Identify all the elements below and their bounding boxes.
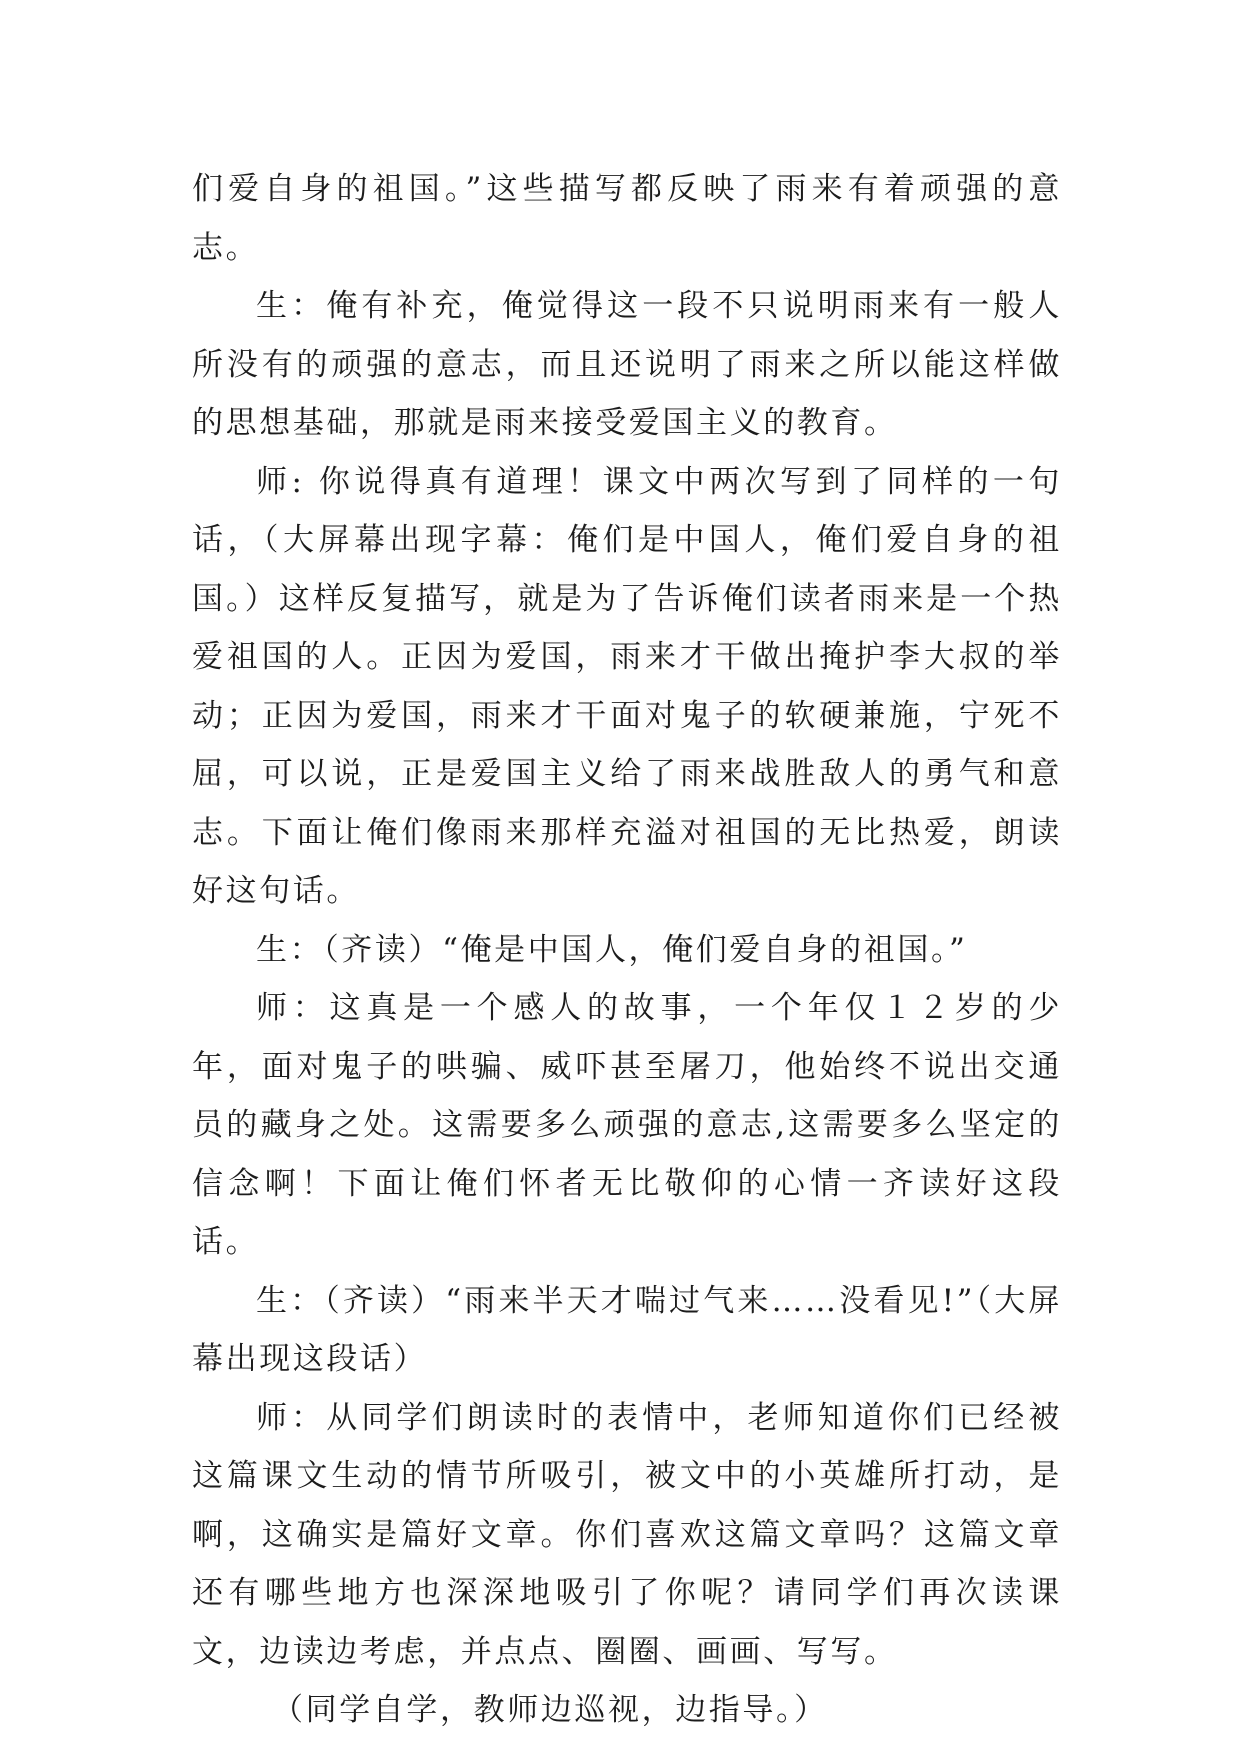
paragraph-student-reading-2: 生：（齐读）“雨来半天才喘过气来……没看见!”（大屏幕出现这段话） xyxy=(192,1282,1062,1377)
document-page xyxy=(192,160,1062,1740)
paragraph-teacher-story: 师：这真是一个感人的故事，一个年仅１２岁的少年，面对鬼子的哄骗、威吓甚至屠刀，他始终不说出交通员的藏身之处。这需要多么顽强的意志,这需要多么坚定的信念啊！下面让俺们怀者无比敬仰的心情一齐读好这段话。 xyxy=(192,990,1062,1260)
paragraph-teacher-comment: 师: 你说得真有道理！课文中两次写到了同样的一句话，（大屏幕出现字幕：俺们是中国人，俺们爱自身的祖国。）这样反复描写，就是为了告诉俺们读者雨来是一个热爱祖国的人。正因为爱国，雨来才干做出掩护李大叔的举动；正因为爱国，雨来才干面对鬼子的软硬兼施，宁死不屈，可以说，正是爱国主义给了雨来战胜敌人的勇气和意志。下面让俺们像雨来那样充溢对祖国的无比热爱，朗读好这句话。 xyxy=(192,463,1062,909)
paragraph-teacher-instruction: 师：从同学们朗读时的表情中，老师知道你们已经被这篇课文生动的情节所吸引，被文中的小英雄所打动，是啊，这确实是篇好文章。你们喜欢这篇文章吗？这篇文章还有哪些地方也深深地吸引了你呢？请同学们再次读课文，边读边考虑，并点点、圈圈、画画、写写。 xyxy=(192,1399,1062,1670)
paragraph-student-supplement: 生：俺有补充，俺觉得这一段不只说明雨来有一般人所没有的顽强的意志，而且还说明了雨来之所以能这样做的思想基础，那就是雨来接受爱国主义的教育。 xyxy=(192,288,1062,441)
paragraph-student-reading: 生：（齐读）“俺是中国人，俺们爱自身的祖国。” xyxy=(256,931,968,968)
paragraph-continuation: 们爱自身的祖国。”这些描写都反映了雨来有着顽强的意志。 xyxy=(192,171,1062,266)
paragraph-self-study-note: （同学自学，教师边巡视，边指导。） xyxy=(272,1692,828,1728)
